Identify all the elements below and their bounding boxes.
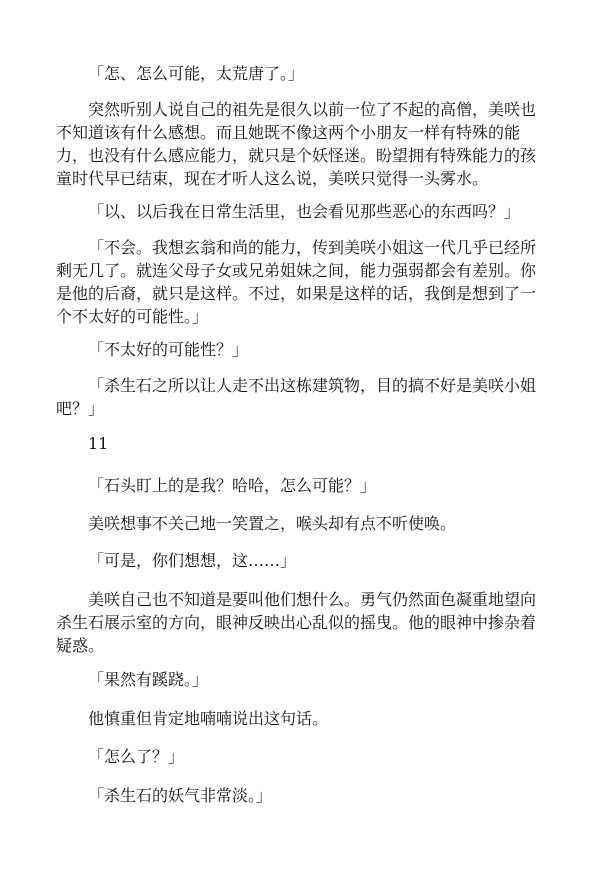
dialogue-line: 「石头盯上的是我？哈哈，怎么可能？」 (88, 476, 377, 495)
narration-paragraph: 突然听别人说自己的祖先是很久以前一位了不起的高僧，美咲也不知道该有什么感想。而且她既不像这两个小朋友一样有特殊的能力，也没有什么感应能力，就只是个妖怪迷。盼望拥有特殊能力的孩童时代早已结束，现在才听人这么说，美咲只觉得一头雾水。 (56, 100, 537, 188)
section-number: 11 (88, 434, 109, 453)
dialogue-line: 「怎、怎么可能，太荒唐了。」 (88, 64, 305, 83)
dialogue-line: 「以、以后我在日常生活里，也会看见那些恶心的东西吗？」 (88, 202, 521, 221)
narration-line: 美咲想事不关己地一笑置之，喉头却有点不听使唤。 (88, 514, 457, 533)
narration-line: 他慎重但肯定地喃喃说出这句话。 (88, 709, 329, 728)
dialogue-line: 「怎么了？」 (88, 747, 185, 766)
dialogue-line: 「杀生石的妖气非常淡。」 (88, 786, 273, 805)
dialogue-paragraph: 「杀生石之所以让人走不出这栋建筑物，目的搞不好是美咲小姐吧？」 (56, 376, 537, 418)
narration-paragraph: 美咲自己也不知道是要叫他们想什么。勇气仍然面色凝重地望向杀生石展示室的方向，眼神反映出心乱似的摇曳。他的眼神中掺杂着疑惑。 (56, 590, 537, 655)
dialogue-line: 「可是，你们想想，这……」 (88, 551, 297, 570)
dialogue-line: 「不太好的可能性？」 (88, 340, 249, 359)
dialogue-paragraph: 「不会。我想玄翁和尚的能力，传到美咲小姐这一代几乎已经所剩无几了。就连父母子女或兄弟姐妹之间，能力强弱都会有差别。你是他的后裔，就只是这样。不过，如果是这样的话，我倒是想到了一个不太好的可能性。」 (56, 238, 537, 326)
dialogue-line: 「果然有蹊跷。」 (88, 670, 209, 689)
